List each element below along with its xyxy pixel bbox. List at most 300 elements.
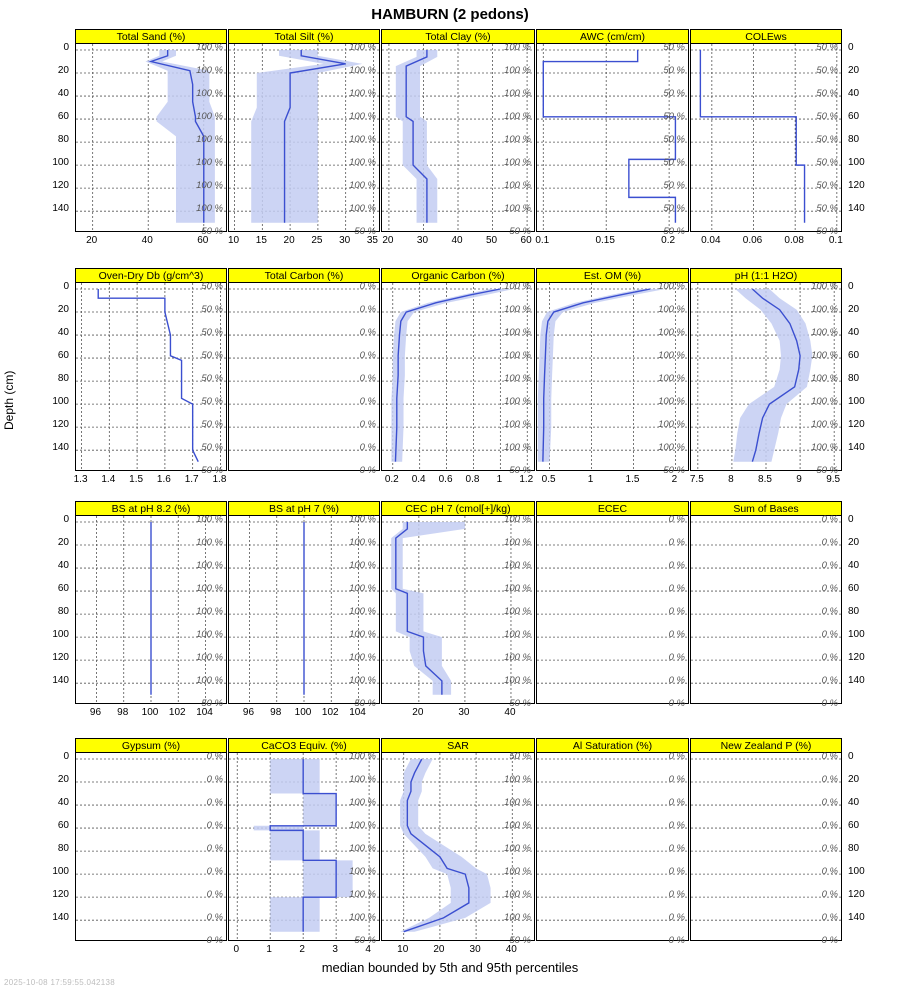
x-tick-label: 20 <box>86 235 98 246</box>
depth-tick-label: 80 <box>848 134 860 146</box>
coverage-label: 0 % <box>821 583 838 595</box>
x-tick-label: 2 <box>671 474 678 485</box>
coverage-label: 0 % <box>821 606 838 618</box>
x-tick-label: 7.5 <box>689 474 704 485</box>
depth-tick-label: 100 <box>52 629 69 641</box>
coverage-label: 100 % <box>349 157 376 169</box>
coverage-label: 50 % <box>663 226 685 238</box>
coverage-label: 100 % <box>504 797 531 809</box>
depth-tick-label: 60 <box>57 583 69 595</box>
x-tick-label: 15 <box>255 235 267 246</box>
x-tick-label: 8 <box>728 474 734 485</box>
x-tick-label: 60 <box>520 235 532 246</box>
x-tick-label: 20 <box>412 707 424 718</box>
depth-tick-label: 120 <box>848 419 865 431</box>
panel-title: COLEws <box>690 29 842 44</box>
x-tick-label: 1.7 <box>184 474 199 485</box>
timestamp-stamp: 2025-10-08 17:59:55.042138 <box>4 978 116 987</box>
panel-title: Organic Carbon (%) <box>381 268 535 283</box>
coverage-label: 100 % <box>196 629 223 641</box>
depth-tick-label: 0 <box>848 281 854 292</box>
depth-tick-label: 80 <box>57 373 69 385</box>
coverage-label: 100 % <box>196 88 223 100</box>
coverage-label: 0 % <box>359 327 376 339</box>
coverage-label: 50 % <box>663 203 685 215</box>
coverage-label: 100 % <box>504 350 531 362</box>
coverage-label: 0 % <box>821 652 838 664</box>
coverage-label: 100 % <box>504 88 531 100</box>
coverage-label: 0 % <box>668 935 685 947</box>
x-tick-label: 1 <box>266 944 272 955</box>
depth-tick-label: 40 <box>57 560 69 572</box>
coverage-label: 0 % <box>668 514 685 525</box>
depth-tick-label: 80 <box>57 843 69 855</box>
coverage-label: 0 % <box>359 373 376 385</box>
coverage-label: 100 % <box>504 134 531 146</box>
coverage-label: 100 % <box>658 396 685 408</box>
coverage-label: 100 % <box>196 180 223 192</box>
coverage-label: 0 % <box>821 514 838 525</box>
coverage-label: 100 % <box>811 350 838 362</box>
coverage-label: 100 % <box>658 327 685 339</box>
depth-tick-label: 20 <box>57 537 69 549</box>
depth-tick-label: 60 <box>848 820 860 832</box>
x-tick-label: 100 <box>141 707 159 718</box>
coverage-label: 100 % <box>196 606 223 618</box>
panel-title: Total Clay (%) <box>381 29 535 44</box>
depth-tick-label: 60 <box>57 350 69 362</box>
coverage-label: 50 % <box>509 698 531 710</box>
coverage-label: 100 % <box>504 514 531 525</box>
coverage-label: 0 % <box>668 629 685 641</box>
x-tick-label: 1.6 <box>156 474 171 485</box>
x-tick-label: 96 <box>89 707 102 718</box>
coverage-label: 100 % <box>811 304 838 316</box>
coverage-label: 50 % <box>663 88 685 100</box>
coverage-label: 100 % <box>349 560 376 572</box>
coverage-label: 0 % <box>668 537 685 549</box>
depth-tick-label: 100 <box>52 396 69 408</box>
depth-tick-label: 140 <box>848 912 865 924</box>
coverage-label: 100 % <box>504 42 531 53</box>
depth-tick-label: 40 <box>848 797 860 809</box>
coverage-label: 0 % <box>821 912 838 924</box>
coverage-label: 100 % <box>349 675 376 687</box>
depth-tick-label: 0 <box>848 514 854 525</box>
depth-tick-label: 120 <box>848 889 865 901</box>
coverage-label: 0 % <box>668 698 685 710</box>
x-tick-label: 30 <box>469 944 481 955</box>
panel-title: SAR <box>381 738 535 753</box>
x-tick-label: 96 <box>242 707 255 718</box>
x-tick-label: 20 <box>433 944 445 955</box>
coverage-label: 0 % <box>668 797 685 809</box>
coverage-label: 100 % <box>504 652 531 664</box>
coverage-label: 100 % <box>349 537 376 549</box>
panel-title: Al Saturation (%) <box>536 738 689 753</box>
depth-tick-label: 40 <box>848 327 860 339</box>
depth-tick-label: 80 <box>848 373 860 385</box>
x-tick-label: 0.08 <box>784 235 804 246</box>
coverage-label: 100 % <box>658 304 685 316</box>
coverage-label: 100 % <box>349 180 376 192</box>
x-tick-label: 98 <box>117 707 129 718</box>
coverage-label: 100 % <box>658 350 685 362</box>
depth-tick-label: 0 <box>848 42 854 53</box>
depth-tick-label: 100 <box>848 157 865 169</box>
coverage-label: 100 % <box>504 675 531 687</box>
coverage-label: 100 % <box>504 606 531 618</box>
panel-title: CaCO3 Equiv. (%) <box>228 738 380 753</box>
coverage-label: 50 % <box>663 111 685 123</box>
coverage-label: 100 % <box>504 65 531 77</box>
coverage-label: 0 % <box>821 820 838 832</box>
coverage-label: 0 % <box>668 866 685 878</box>
depth-tick-label: 100 <box>848 866 865 878</box>
coverage-label: 50 % <box>663 465 685 477</box>
coverage-label: 50 % <box>509 465 531 477</box>
x-tick-label: 0.6 <box>438 474 453 485</box>
coverage-label: 100 % <box>349 111 376 123</box>
coverage-label: 0 % <box>206 912 223 924</box>
coverage-label: 0 % <box>206 843 223 855</box>
depth-tick-label: 100 <box>848 396 865 408</box>
depth-tick-label: 120 <box>52 419 69 431</box>
depth-tick-label: 120 <box>848 652 865 664</box>
coverage-label: 0 % <box>359 442 376 454</box>
depth-tick-label: 60 <box>57 111 69 123</box>
x-tick-label: 30 <box>339 235 351 246</box>
coverage-label: 50 % <box>816 65 838 77</box>
coverage-label: 100 % <box>349 866 376 878</box>
x-tick-label: 0 <box>233 944 240 955</box>
coverage-label: 100 % <box>658 281 685 292</box>
coverage-label: 100 % <box>811 327 838 339</box>
coverage-label: 100 % <box>349 843 376 855</box>
coverage-label: 50 % <box>201 281 223 292</box>
x-tick-label: 40 <box>504 707 516 718</box>
depth-tick-label: 80 <box>57 606 69 618</box>
coverage-label: 50 % <box>201 304 223 316</box>
y-axis-label: Depth (cm) <box>2 370 16 430</box>
depth-tick-label: 140 <box>52 912 69 924</box>
depth-tick-label: 80 <box>57 134 69 146</box>
coverage-label: 50 % <box>816 111 838 123</box>
x-tick-label: 9.5 <box>826 474 841 485</box>
depth-tick-label: 40 <box>57 327 69 339</box>
coverage-label: 0 % <box>359 350 376 362</box>
coverage-label: 100 % <box>811 373 838 385</box>
coverage-label: 50 % <box>354 698 376 710</box>
coverage-label: 0 % <box>206 751 223 762</box>
depth-tick-label: 20 <box>848 304 860 316</box>
coverage-label: 50 % <box>663 42 685 53</box>
page-title: HAMBURN (2 pedons) <box>371 6 529 23</box>
coverage-label: 100 % <box>349 751 376 762</box>
coverage-label: 100 % <box>811 419 838 431</box>
coverage-label: 100 % <box>196 675 223 687</box>
coverage-label: 100 % <box>349 65 376 77</box>
coverage-label: 100 % <box>349 583 376 595</box>
coverage-label: 100 % <box>196 514 223 525</box>
coverage-label: 0 % <box>359 304 376 316</box>
coverage-label: 0 % <box>821 751 838 762</box>
depth-tick-label: 120 <box>52 889 69 901</box>
x-tick-label: 30 <box>458 707 470 718</box>
depth-tick-label: 100 <box>848 629 865 641</box>
panel-title: pH (1:1 H2O) <box>690 268 842 283</box>
coverage-label: 50 % <box>201 465 223 477</box>
depth-tick-label: 20 <box>57 65 69 77</box>
coverage-label: 0 % <box>668 889 685 901</box>
panel-title: Gypsum (%) <box>75 738 227 753</box>
panel-title: Sum of Bases <box>690 501 842 516</box>
panel-title: CEC pH 7 (cmol[+]/kg) <box>381 501 535 516</box>
panel-title: Est. OM (%) <box>536 268 689 283</box>
coverage-label: 0 % <box>821 935 838 947</box>
coverage-label: 0 % <box>206 797 223 809</box>
coverage-label: 100 % <box>349 797 376 809</box>
coverage-label: 0 % <box>821 889 838 901</box>
coverage-label: 100 % <box>349 42 376 53</box>
coverage-label: 100 % <box>196 65 223 77</box>
coverage-label: 100 % <box>504 373 531 385</box>
coverage-label: 100 % <box>658 373 685 385</box>
coverage-label: 100 % <box>349 606 376 618</box>
depth-tick-label: 20 <box>848 537 860 549</box>
coverage-label: 100 % <box>811 396 838 408</box>
x-tick-label: 1 <box>496 474 503 485</box>
panel-title: BS at pH 8.2 (%) <box>75 501 227 516</box>
coverage-label: 50 % <box>816 134 838 146</box>
coverage-label: 100 % <box>504 396 531 408</box>
coverage-label: 50 % <box>816 226 838 238</box>
coverage-label: 100 % <box>658 442 685 454</box>
depth-tick-label: 100 <box>52 157 69 169</box>
coverage-label: 100 % <box>349 203 376 215</box>
coverage-label: 0 % <box>668 843 685 855</box>
coverage-label: 0 % <box>359 396 376 408</box>
depth-tick-label: 0 <box>848 751 854 762</box>
x-tick-label: 1.2 <box>519 474 534 485</box>
coverage-label: 50 % <box>201 396 223 408</box>
coverage-label: 0 % <box>821 774 838 786</box>
coverage-label: 50 % <box>201 327 223 339</box>
coverage-label: 100 % <box>196 583 223 595</box>
panel-title: Oven-Dry Db (g/cm^3) <box>75 268 227 283</box>
coverage-label: 0 % <box>821 866 838 878</box>
coverage-label: 0 % <box>821 537 838 549</box>
coverage-label: 0 % <box>821 797 838 809</box>
x-tick-label: 104 <box>349 707 366 718</box>
coverage-label: 100 % <box>196 560 223 572</box>
coverage-label: 50 % <box>354 935 376 947</box>
coverage-label: 100 % <box>349 820 376 832</box>
depth-tick-label: 140 <box>52 675 69 687</box>
depth-tick-label: 140 <box>52 203 69 215</box>
depth-tick-label: 20 <box>57 774 69 786</box>
coverage-label: 100 % <box>504 442 531 454</box>
x-tick-label: 40 <box>505 944 517 955</box>
coverage-label: 0 % <box>668 912 685 924</box>
coverage-label: 50 % <box>663 180 685 192</box>
coverage-label: 100 % <box>349 134 376 146</box>
panel-title: Total Silt (%) <box>228 29 380 44</box>
coverage-label: 100 % <box>349 912 376 924</box>
x-tick-label: 0.8 <box>465 474 480 485</box>
coverage-label: 50 % <box>201 698 223 710</box>
coverage-label: 100 % <box>811 281 838 292</box>
depth-tick-label: 60 <box>848 350 860 362</box>
x-tick-label: 3 <box>332 944 338 955</box>
x-tick-label: 20 <box>283 235 295 246</box>
depth-tick-label: 140 <box>848 675 865 687</box>
coverage-label: 50 % <box>201 419 223 431</box>
coverage-label: 0 % <box>206 774 223 786</box>
coverage-label: 0 % <box>668 652 685 664</box>
depth-tick-label: 140 <box>848 203 865 215</box>
x-tick-label: 9 <box>796 474 802 485</box>
x-tick-label: 1 <box>587 474 594 485</box>
depth-tick-label: 80 <box>848 843 860 855</box>
coverage-label: 50 % <box>201 226 223 238</box>
depth-tick-label: 60 <box>848 583 860 595</box>
coverage-label: 50 % <box>816 465 838 477</box>
x-tick-label: 1.5 <box>625 474 640 485</box>
depth-tick-label: 20 <box>848 65 860 77</box>
coverage-label: 100 % <box>504 281 531 292</box>
coverage-label: 100 % <box>658 419 685 431</box>
x-tick-label: 1.4 <box>101 474 116 485</box>
coverage-label: 50 % <box>816 88 838 100</box>
x-tick-label: 25 <box>311 235 323 246</box>
coverage-label: 0 % <box>668 675 685 687</box>
x-tick-label: 1.5 <box>129 474 144 485</box>
coverage-label: 100 % <box>196 42 223 53</box>
panel-title: New Zealand P (%) <box>690 738 842 753</box>
coverage-label: 0 % <box>206 889 223 901</box>
x-tick-label: 102 <box>321 707 339 718</box>
x-tick-label: 2 <box>299 944 305 955</box>
x-tick-label: 60 <box>197 235 209 246</box>
coverage-label: 100 % <box>504 537 531 549</box>
coverage-label: 50 % <box>816 42 838 53</box>
depth-tick-label: 80 <box>848 606 860 618</box>
depth-tick-label: 20 <box>57 304 69 316</box>
depth-tick-label: 60 <box>57 820 69 832</box>
coverage-label: 0 % <box>668 583 685 595</box>
coverage-label: 100 % <box>504 629 531 641</box>
coverage-label: 0 % <box>206 935 223 947</box>
coverage-label: 0 % <box>668 751 685 762</box>
coverage-label: 50 % <box>816 157 838 169</box>
coverage-label: 0 % <box>206 866 223 878</box>
coverage-label: 0 % <box>821 560 838 572</box>
depth-tick-label: 40 <box>57 88 69 100</box>
coverage-label: 100 % <box>504 419 531 431</box>
depth-tick-label: 40 <box>848 560 860 572</box>
coverage-label: 100 % <box>196 203 223 215</box>
coverage-label: 100 % <box>504 843 531 855</box>
x-tick-label: 10 <box>228 235 240 246</box>
coverage-label: 100 % <box>196 111 223 123</box>
coverage-label: 50 % <box>201 350 223 362</box>
x-tick-label: 1.8 <box>212 474 227 485</box>
depth-tick-label: 0 <box>63 281 69 292</box>
x-tick-label: 0.2 <box>661 235 676 246</box>
coverage-label: 50 % <box>201 442 223 454</box>
coverage-label: 100 % <box>504 203 531 215</box>
coverage-label: 0 % <box>206 820 223 832</box>
coverage-label: 100 % <box>349 514 376 525</box>
depth-tick-label: 40 <box>848 88 860 100</box>
coverage-label: 100 % <box>504 912 531 924</box>
coverage-label: 100 % <box>349 889 376 901</box>
depth-tick-label: 40 <box>57 797 69 809</box>
depth-tick-label: 0 <box>63 514 69 525</box>
depth-tick-label: 140 <box>52 442 69 454</box>
coverage-label: 0 % <box>359 281 376 292</box>
panel-title: ECEC <box>536 501 689 516</box>
x-tick-label: 1.3 <box>73 474 88 485</box>
x-tick-label: 0.2 <box>384 474 399 485</box>
x-tick-label: 0.1 <box>828 235 843 246</box>
coverage-label: 100 % <box>504 889 531 901</box>
x-tick-label: 50 <box>485 235 498 246</box>
coverage-label: 50 % <box>509 751 531 762</box>
coverage-label: 50 % <box>663 157 685 169</box>
coverage-label: 100 % <box>504 820 531 832</box>
x-tick-label: 0.5 <box>541 474 556 485</box>
coverage-label: 50 % <box>201 373 223 385</box>
figure-caption: median bounded by 5th and 95th percentiles <box>321 960 579 975</box>
coverage-label: 100 % <box>811 442 838 454</box>
coverage-label: 100 % <box>504 180 531 192</box>
coverage-label: 50 % <box>816 180 838 192</box>
coverage-label: 0 % <box>668 560 685 572</box>
x-tick-label: 30 <box>416 235 429 246</box>
coverage-label: 50 % <box>663 65 685 77</box>
coverage-label: 100 % <box>504 304 531 316</box>
coverage-label: 0 % <box>821 675 838 687</box>
coverage-label: 50 % <box>509 935 531 947</box>
coverage-label: 0 % <box>668 820 685 832</box>
coverage-label: 0 % <box>821 698 838 710</box>
coverage-label: 100 % <box>504 111 531 123</box>
x-tick-label: 102 <box>168 707 186 718</box>
depth-tick-label: 60 <box>848 111 860 123</box>
depth-tick-label: 20 <box>848 774 860 786</box>
coverage-label: 0 % <box>821 629 838 641</box>
panel-title: BS at pH 7 (%) <box>228 501 380 516</box>
coverage-label: 100 % <box>196 652 223 664</box>
coverage-label: 0 % <box>821 843 838 855</box>
coverage-label: 100 % <box>196 157 223 169</box>
coverage-label: 100 % <box>504 583 531 595</box>
coverage-label: 100 % <box>349 774 376 786</box>
depth-tick-label: 0 <box>63 42 69 53</box>
depth-tick-label: 120 <box>52 180 69 192</box>
x-tick-label: 98 <box>270 707 282 718</box>
depth-tick-label: 120 <box>848 180 865 192</box>
coverage-label: 100 % <box>504 560 531 572</box>
x-tick-label: 10 <box>397 944 409 955</box>
coverage-label: 100 % <box>504 327 531 339</box>
x-tick-label: 35 <box>366 235 378 246</box>
coverage-label: 100 % <box>196 134 223 146</box>
depth-tick-label: 120 <box>52 652 69 664</box>
coverage-label: 100 % <box>349 629 376 641</box>
